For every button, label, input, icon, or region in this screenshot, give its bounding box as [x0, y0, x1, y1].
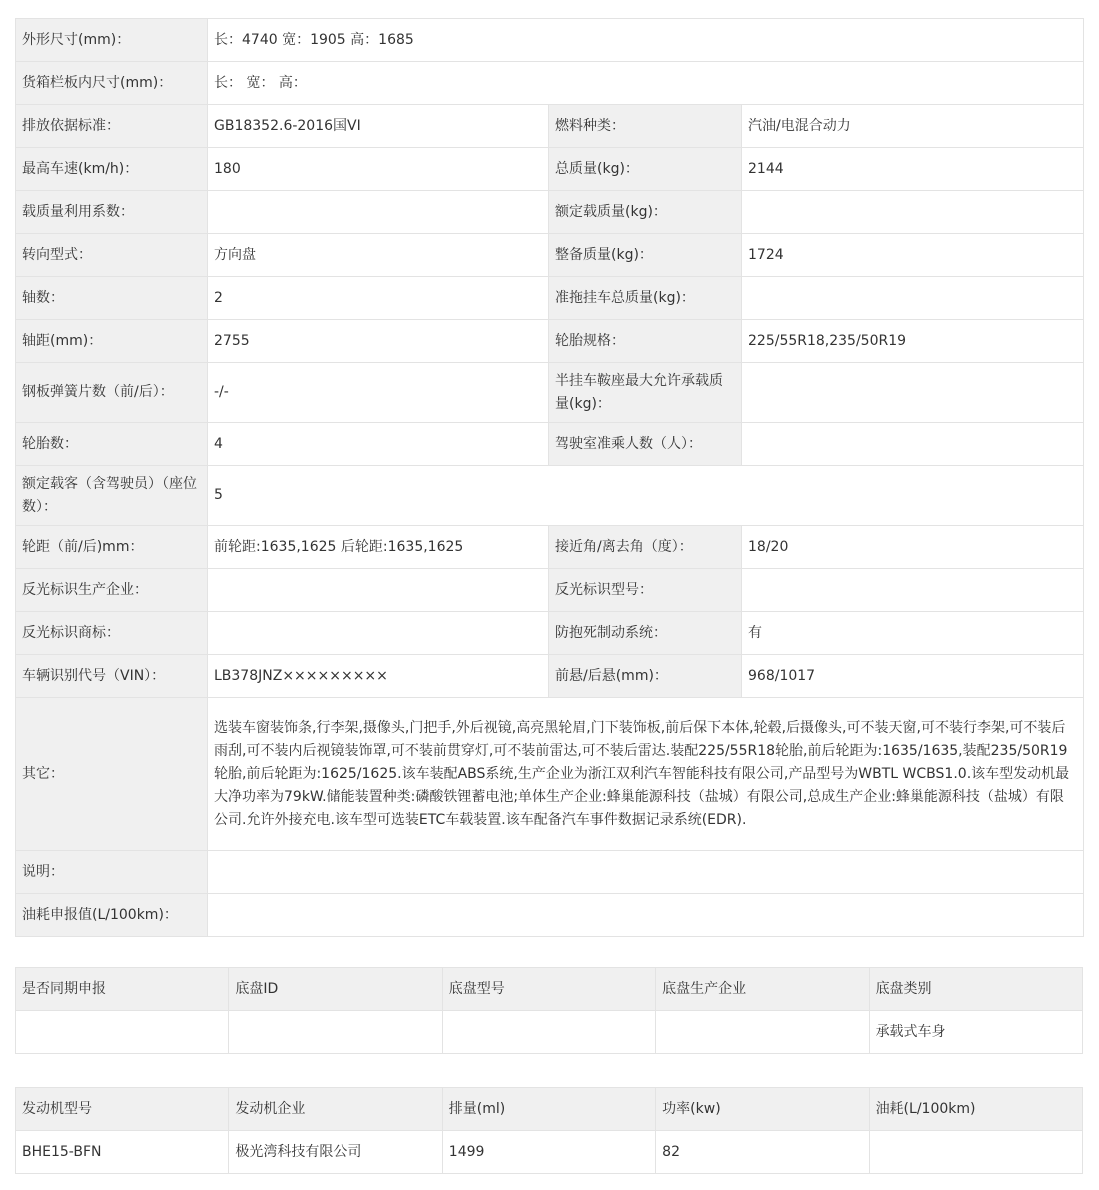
spec-label: 其它：: [16, 698, 208, 851]
spec-label: 载质量利用系数：: [16, 191, 208, 234]
spec-label: 车辆识别代号（VIN）：: [16, 655, 208, 698]
spec-row: [16, 234, 1084, 277]
spec-label: 轴距(mm)：: [16, 320, 208, 363]
spec-row-passengers: [16, 466, 1084, 526]
column-header: 是否同期申报: [16, 968, 229, 1011]
spec-value: 225/55R18,235/50R19: [742, 320, 1084, 363]
spec-value: [742, 569, 1084, 612]
spec-row: [16, 655, 1084, 698]
spec-row-cargo-box: [16, 62, 1084, 105]
spec-label: 整备质量(kg)：: [549, 234, 742, 277]
spec-row: [16, 612, 1084, 655]
table-row: [16, 1131, 1083, 1174]
table-cell: 承载式车身: [869, 1011, 1082, 1054]
spec-value: 4: [208, 423, 549, 466]
spec-row: [16, 148, 1084, 191]
spec-label: 防抱死制动系统：: [549, 612, 742, 655]
spec-label: 额定载质量(kg)：: [549, 191, 742, 234]
spec-label: 轮胎规格：: [549, 320, 742, 363]
column-header: 底盘类别: [869, 968, 1082, 1011]
spec-label: 货箱栏板内尺寸(mm)：: [16, 62, 208, 105]
spec-value: 长：4740 宽：1905 高：1685: [208, 19, 1084, 62]
chassis-table: [15, 967, 1083, 1054]
spec-row: [16, 423, 1084, 466]
spec-label: 前悬/后悬(mm)：: [549, 655, 742, 698]
table-cell: 极光湾科技有限公司: [229, 1131, 442, 1174]
spec-value: [208, 191, 549, 234]
spec-label: 油耗申报值(L/100km)：: [16, 894, 208, 937]
spec-row: [16, 526, 1084, 569]
spec-value: 5: [208, 466, 1084, 526]
spec-value: [742, 191, 1084, 234]
table-cell: [869, 1131, 1082, 1174]
column-header: 发动机型号: [16, 1088, 229, 1131]
spec-row-other: [16, 698, 1084, 851]
spec-row: [16, 191, 1084, 234]
table-cell: 1499: [442, 1131, 655, 1174]
table-cell: [16, 1011, 229, 1054]
spec-value: 2144: [742, 148, 1084, 191]
spec-row-dimensions: [16, 19, 1084, 62]
column-header: 底盘生产企业: [656, 968, 869, 1011]
table-cell: [656, 1011, 869, 1054]
vehicle-spec-table: [15, 18, 1084, 937]
column-header: 油耗(L/100km): [869, 1088, 1082, 1131]
column-header: 发动机企业: [229, 1088, 442, 1131]
spec-label: 轴数：: [16, 277, 208, 320]
spec-value: [742, 277, 1084, 320]
spec-label: 外形尺寸(mm)：: [16, 19, 208, 62]
spec-label: 驾驶室准乘人数（人）：: [549, 423, 742, 466]
table-cell: BHE15-BFN: [16, 1131, 229, 1174]
table-cell: 82: [656, 1131, 869, 1174]
spec-value: 968/1017: [742, 655, 1084, 698]
spec-value: [208, 569, 549, 612]
spec-label: 反光标识型号：: [549, 569, 742, 612]
spec-row: [16, 320, 1084, 363]
spec-value: 2755: [208, 320, 549, 363]
spec-value: 长： 宽： 高：: [208, 62, 1084, 105]
spec-value: 2: [208, 277, 549, 320]
column-header: 底盘ID: [229, 968, 442, 1011]
spec-label: 半挂车鞍座最大允许承载质量(kg)：: [549, 363, 742, 423]
spec-value: [208, 894, 1084, 937]
spec-row: [16, 105, 1084, 148]
spec-value: LB378JNZ×××××××××: [208, 655, 549, 698]
table-cell: [229, 1011, 442, 1054]
spec-label: 燃料种类：: [549, 105, 742, 148]
spec-row-fuel: [16, 894, 1084, 937]
spec-value: 有: [742, 612, 1084, 655]
spec-value: 180: [208, 148, 549, 191]
spec-value: [208, 612, 549, 655]
table-row: [16, 1011, 1083, 1054]
spec-label: 说明：: [16, 851, 208, 894]
spec-value: 汽油/电混合动力: [742, 105, 1084, 148]
spec-label: 转向型式：: [16, 234, 208, 277]
spec-value: [742, 363, 1084, 423]
spec-label: 额定载客（含驾驶员）（座位数）：: [16, 466, 208, 526]
spec-label: 接近角/离去角（度）：: [549, 526, 742, 569]
spec-label: 总质量(kg)：: [549, 148, 742, 191]
spec-value: [742, 423, 1084, 466]
column-header: 功率(kw): [656, 1088, 869, 1131]
spec-value: -/-: [208, 363, 549, 423]
spec-label: 排放依据标准：: [16, 105, 208, 148]
table-cell: [442, 1011, 655, 1054]
spec-row: [16, 569, 1084, 612]
spec-value: 1724: [742, 234, 1084, 277]
spec-value: 前轮距:1635,1625 后轮距:1635,1625: [208, 526, 549, 569]
spec-label: 最高车速(km/h)：: [16, 148, 208, 191]
spec-label: 反光标识生产企业：: [16, 569, 208, 612]
table-header-row: [16, 1088, 1083, 1131]
engine-table: [15, 1087, 1083, 1174]
column-header: 底盘型号: [442, 968, 655, 1011]
spec-label: 钢板弹簧片数（前/后）：: [16, 363, 208, 423]
spec-row-note: [16, 851, 1084, 894]
spec-row: [16, 363, 1084, 423]
table-header-row: [16, 968, 1083, 1011]
spec-value: 18/20: [742, 526, 1084, 569]
spec-label: 准拖挂车总质量(kg)：: [549, 277, 742, 320]
spec-label: 轮距（前/后)mm：: [16, 526, 208, 569]
column-header: 排量(ml): [442, 1088, 655, 1131]
spec-value: GB18352.6-2016国VI: [208, 105, 549, 148]
spec-other-text: 选装车窗装饰条,行李架,摄像头,门把手,外后视镜,高亮黑轮眉,门下装饰板,前后保下本体,轮毂,后摄像头,可不装天窗,可不装行李架,可不装后雨刮,可不装内后视镜装饰罩,可不装前贯穿灯,可不装前雷达,可不装后雷达.装配225/55R18轮胎,前后轮距为:1635/1635,装配235/50R19轮胎,前后轮距为:1625/1625.该车装配ABS系统,生产企业为浙江双利汽车智能科技有限公司,产品型号为WBTL WCBS1.0.该车型发动机最大净功率为79kW.储能装置种类:磷酸铁锂蓄电池;单体生产企业:蜂巢能源科技（盐城）有限公司,总成生产企业:蜂巢能源科技（盐城）有限公司.允许外接充电.该车型可选装ETC车载装置.该车配备汽车事件数据记录系统(EDR).: [208, 698, 1084, 851]
spec-value: 方向盘: [208, 234, 549, 277]
spec-label: 反光标识商标：: [16, 612, 208, 655]
spec-label: 轮胎数：: [16, 423, 208, 466]
spec-value: [208, 851, 1084, 894]
spec-row: [16, 277, 1084, 320]
